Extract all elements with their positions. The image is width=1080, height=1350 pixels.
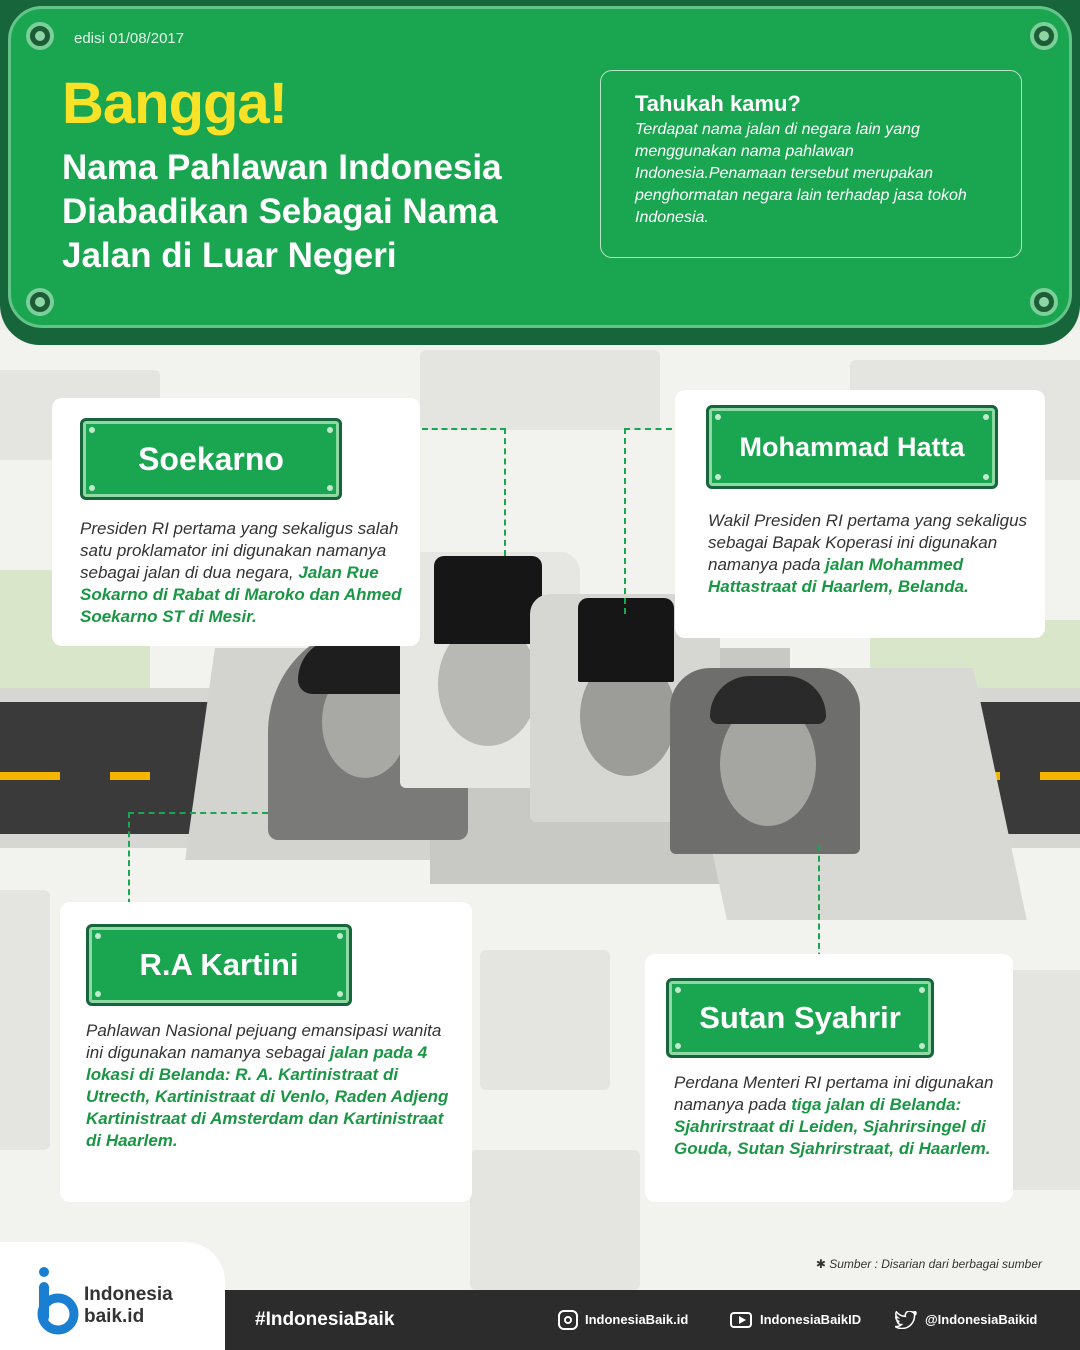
page-title: Nama Pahlawan Indonesia Diabadikan Sebagai Nama Jalan di Luar Negeri [62,148,502,275]
logo-text-line2: baik.id [84,1306,145,1327]
headline-exclaim: Bangga! [62,71,287,136]
edition-date: edisi 01/08/2017 [74,30,185,47]
sign-kartini: R.A Kartini [86,924,352,1006]
instagram-handle[interactable]: IndonesiaBaik.id [585,1312,689,1327]
youtube-icon[interactable] [730,1312,752,1328]
twitter-handle[interactable]: @IndonesiaBaikid [925,1312,1038,1327]
logo-area [0,1242,225,1350]
indonesiabaik-logo-icon [36,1266,80,1336]
sign-soekarno: Soekarno [80,418,342,500]
did-you-know-title: Tahukah kamu? [635,91,801,116]
twitter-icon[interactable] [895,1311,917,1329]
hashtag[interactable]: #IndonesiaBaik [255,1309,395,1330]
bolt-icon [1030,288,1058,316]
kartini-description: Pahlawan Nasional pejuang emansipasi wanita ini digunakan namanya sebagai jalan pada 4 lokasi di Belanda: R. A. Kartinistraat di Utrecth, Kartinistraat di Venlo, Raden Adjeng Kartinistraat di Amsterdam dan Kartinistraat di Haarlem. [86,1021,449,1150]
youtube-handle[interactable]: IndonesiaBaikID [760,1312,862,1327]
soekarno-description: Presiden RI pertama yang sekaligus salah satu proklamator ini digunakan namanya sebagai jalan di dua negara, Jalan Rue Sokarno di Rabat di Maroko dan Ahmed Soekarno ST di Mesir. [80,519,402,626]
bolt-icon [1030,22,1058,50]
syahrir-portrait [670,668,860,854]
pin-icon: ✱ [815,1257,826,1271]
did-you-know-box [600,70,1022,258]
source-note: ✱ Sumber : Disarian dari berbagai sumber [815,1257,1042,1271]
instagram-icon[interactable] [558,1310,578,1330]
syahrir-description: Perdana Menteri RI pertama ini digunakan namanya pada tiga jalan di Belanda: Sjahrirstraat di Leiden, Sjahrirsingel di Gouda, Sutan Sjahrirstraat, di Haarlem. [674,1073,994,1158]
header-sign [0,0,1080,345]
bolt-icon [26,288,54,316]
bolt-icon [26,22,54,50]
sign-hatta: Mohammad Hatta [706,405,998,489]
hatta-description: Wakil Presiden RI pertama yang sekaligus sebagai Bapak Koperasi ini digunakan namanya pada jalan Mohammed Hattastraat di Haarlem, Belanda. [708,511,1028,596]
did-you-know-text: Terdapat nama jalan di negara lain yang menggunakan nama pahlawan Indonesia.Penamaan tersebut merupakan penghormatan negara lain terhadap jasa tokoh Indonesia. [635,121,967,226]
footer-bar [225,1290,1080,1350]
sign-syahrir: Sutan Syahrir [666,978,934,1058]
logo-text-line1: Indonesia [84,1284,173,1305]
